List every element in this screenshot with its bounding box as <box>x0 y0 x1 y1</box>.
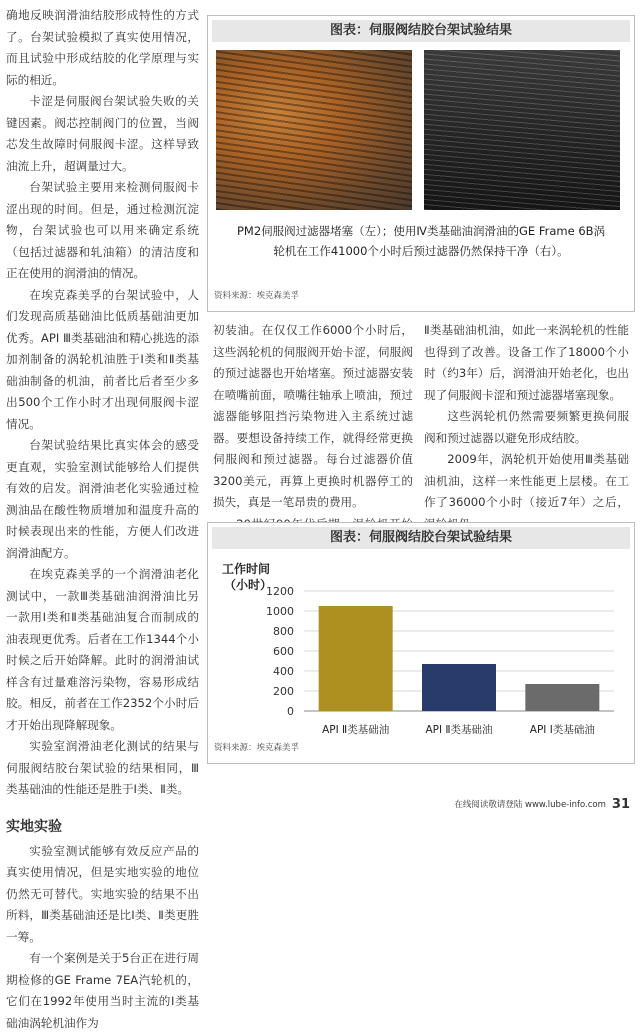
figure-caption <box>222 221 620 261</box>
figure-source: 资料来源：埃克森美孚 <box>214 743 300 753</box>
paragraph: 实验室测试能够有效反应产品的真实使用情况，但是实地实验的地位仍然无可替代。实地实验的结果不出所料，Ⅲ类基础油还是比Ⅰ类、Ⅱ类更胜一筹。 <box>6 843 199 944</box>
figure-title: 图表：伺服阀结胶台架试验结果 <box>212 20 630 42</box>
paragraph: 卡涩是伺服阀台架试验失败的关键因素。阀芯控制阀门的位置，当阀芯发生故障时伺服阀卡涩。这样导致油流上升，超调量过大。 <box>6 94 199 173</box>
paragraph: 在埃克森美孚的一个润滑油老化测试中，一款Ⅲ类基础油润滑油比另一款用Ⅰ类和Ⅱ类基础油复合而制成的油表现更优秀。后者在工作1344个小时候之后开始降解。此时的润滑油试样含有过量难溶污染物，容易形成结胶。相反，前者在工作2352个小时后才开始出现降解现象。 <box>6 567 199 732</box>
y-tick-label: 1200 <box>266 585 294 598</box>
clean-filter-photo <box>424 50 620 210</box>
paragraph: 确地反映润滑油结胶形成特性的方式了。台架试验模拟了真实使用情况，而且试验中形成结胶的化学原理与实际的相近。 <box>6 8 199 87</box>
y-axis-label: （小时） <box>224 578 273 592</box>
left-column <box>6 5 199 1034</box>
paragraph: 台架试验主要用来检测伺服阀卡涩出现的时间。但是，通过检测沉淀物，台架试验也可以用来确定系统（包括过滤器和轧油箱）的清洁度和正在使用的润滑油的情况。 <box>6 180 199 280</box>
page-number: 31 <box>611 797 630 812</box>
clogged-filter-photo <box>216 50 412 210</box>
y-tick-label: 0 <box>287 705 294 718</box>
paragraph: 台架试验结果比真实体会的感受更直观，实验室测试能够给人们提供有效的启发。润滑油老化实验通过检测油品在酸性物质增加和温度升高的时候表现出来的性能，方便人们改进润滑油配方。 <box>6 438 199 560</box>
paragraph: 有一个案例是关于5台正在进行周期检修的GE Frame 7EA汽轮机的，它们在1992年使用当时主流的Ⅰ类基础油涡轮机油作为 <box>6 951 199 1030</box>
figure-photos <box>207 15 635 312</box>
bar <box>422 664 496 711</box>
caption-line: 轮机在工作41000个小时后预过滤器仍然保持干净（右）。 <box>273 244 569 258</box>
paragraph: 在埃克森美孚的台架试验中，人们发现高质基础油比低质基础油更加优秀。API Ⅲ类基础油和精心挑选的添加剂制备的涡轮机油胜于Ⅰ类和Ⅱ类基础油制备的机油，前者比后者至少多出500个工作小时才出现伺服阀卡涩情况。 <box>6 287 199 431</box>
y-tick-label: 400 <box>273 665 294 678</box>
paragraph: 实验室润滑油老化测试的结果与伺服阀结胶台架试验的结果相同，Ⅲ类基础油的性能还是胜于Ⅰ类、Ⅱ类。 <box>6 739 199 796</box>
y-axis-label: 工作时间 <box>222 562 271 576</box>
x-tick-label: API Ⅰ类基础油 <box>529 724 595 736</box>
section-heading: 实地实验 <box>6 818 62 835</box>
y-tick-label: 1000 <box>266 605 294 618</box>
figure-chart <box>207 522 635 764</box>
paragraph: 这些涡轮机仍然需要频繁更换伺服阀和预过滤器以避免形成结胶。 <box>424 409 629 445</box>
bar <box>319 606 393 711</box>
figure-source: 资料来源：埃克森美孚 <box>214 291 300 301</box>
y-tick-label: 600 <box>273 645 294 658</box>
y-tick-label: 200 <box>273 685 294 698</box>
x-tick-label: API Ⅱ类基础油 <box>322 724 390 736</box>
footer-site: 在线阅读敬请登陆 www.lube-info.com <box>454 800 606 810</box>
bar <box>525 684 599 711</box>
paragraph: 2009年，涡轮机开始使用Ⅲ类基础油机油，这样一来性能更上层楼。在工作了36000个小时（接近7年）之后， <box>424 452 629 509</box>
bar-chart <box>214 559 626 739</box>
right-column <box>424 320 629 535</box>
y-tick-label: 800 <box>273 625 294 638</box>
paragraph: 初装油。在仅仅工作6000个小时后，这些涡轮机的伺服阀开始卡涩，伺服阀的预过滤器也开始堵塞。预过滤器安装在喷嘴前面，喷嘴往轴承上喷油，预过滤器能够阻挡污染物进入主系统过滤器。要想设备持续工作，就得经常更换伺服阀和预过滤器。每台过滤器价值3200美元，再算上更换时机器停工的损失，真是一笔昂贵的费用。 <box>213 323 413 509</box>
caption-line: PM2伺服阀过滤器堵塞（左）；使用Ⅳ类基础油润滑油的GE Frame 6B涡 <box>236 224 606 238</box>
figure-title: 图表：伺服阀结胶台架试验结果 <box>212 527 630 549</box>
x-tick-label: API Ⅱ类基础油 <box>425 724 493 736</box>
page-footer <box>454 797 630 812</box>
paragraph: Ⅱ类基础油机油，如此一来涡轮机的性能也得到了改善。设备工作了18000个小时（约3年）后，润滑油开始老化，也出现了伺服阀卡涩和预过滤器堵塞现象。 <box>424 323 629 402</box>
